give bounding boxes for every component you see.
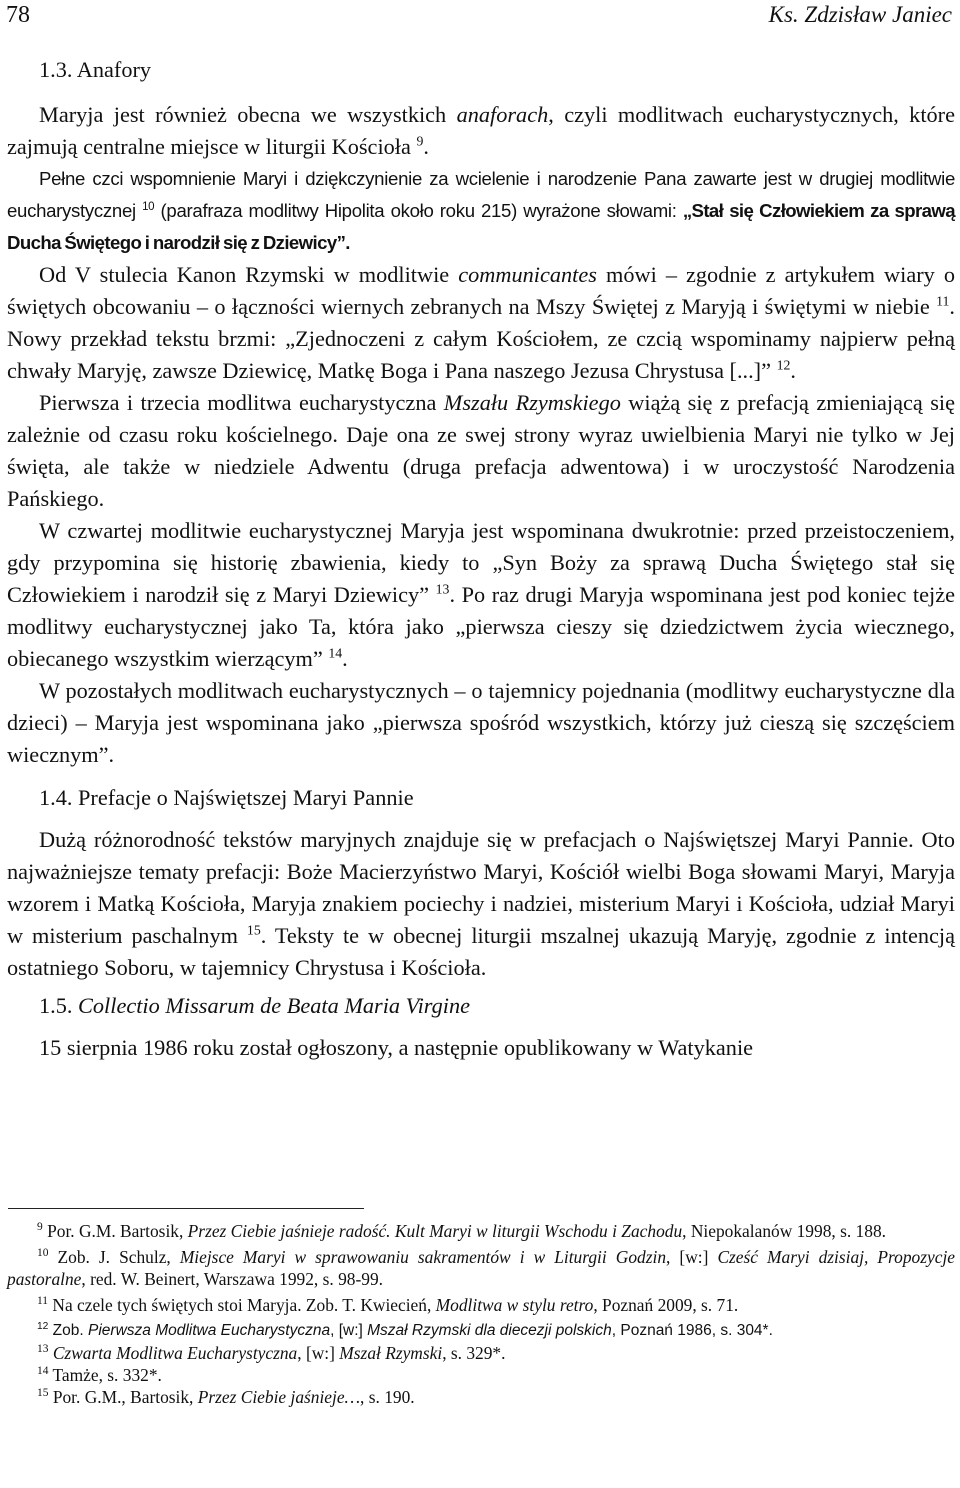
footnote-ref[interactable]: 14 — [328, 645, 343, 661]
footnote-ref[interactable]: 13 — [435, 581, 450, 597]
paragraph: W pozostałych modlitwach eucharystycznych – o tajemnicy pojednania (modlitwy eucharystyczne dla dzieci) – Maryja jest wspominana jako „pierwsza spośród wszystkich, którzy już cieszą się szczęściem wiecznym”. — [7, 678, 955, 767]
section-heading: 1.4. Prefacje o Najświętszej Maryi Pannie — [39, 785, 414, 810]
paragraph: Pierwsza i trzecia modlitwa eucharystyczna Mszału Rzymskiego wiążą się z prefacją zmieniającą się zależnie od czasu roku kościelnego. Daje ona ze swej strony wyraz uwielbienia Maryi nie tylko w Jej święta, ale także w niedziele Adwentu (druga prefacja adwentowa) i w uroczystość Narodzenia Pańskiego. — [7, 390, 955, 511]
footnote: $^{12}$ Zob. Pierwsza Modlitwa Eucharystyczna, [w:] Mszał Rzymski dla diecezji polskich, Poznań 1986, s. 304*. — [37, 1320, 773, 1339]
paragraph: Pełne czci wspomnienie Maryi i dziękczynienie za wcielenie i narodzenie Pana zawarte jest w drugiej modlitwie eucharystycznej $^{10}$ (parafraza modlitwy Hipolita około roku 215) wyrażone słowami: „Stał się Człowiekiem za sprawą Ducha Świętego i narodził się z Dziewicy”. — [7, 168, 955, 253]
footnote-ref[interactable]: 15 — [246, 922, 261, 938]
footnote-ref[interactable]: 9 — [416, 133, 424, 149]
paragraph: 15 sierpnia 1986 roku został ogłoszony, a następnie opublikowany w Watykanie — [39, 1035, 754, 1060]
footnote-divider — [8, 1208, 364, 1209]
footnote: $^{14}$ Tamże, s. 332*. — [37, 1365, 162, 1385]
paragraph: Od V stulecia Kanon Rzymski w modlitwie communicantes mówi – zgodnie z artykułem wiary o świętych obcowaniu – o łączności wiernych zebranych na Mszy Świętej z Maryją i świętymi w niebie $^{11}$. Nowy przekład tekstu brzmi: „Zjednoczeni z całym Kościołem, ze czcią wspominamy najpierw pełną chwały Maryję, zawsze Dziewicę, Matkę Boga i Pana naszego Jezusa Chrystusa [...]” $^{12}$. — [7, 262, 955, 383]
footnote-ref[interactable]: 12 — [776, 357, 791, 373]
footnote: $^{15}$ Por. G.M., Bartosik, Przez Ciebie jaśnieje…, s. 190. — [37, 1387, 415, 1407]
footnote: $^{13}$ Czwarta Modlitwa Eucharystyczna, [w:] Mszał Rzymski, s. 329*. — [37, 1343, 506, 1363]
running-header-author: Ks. Zdzisław Janiec — [768, 2, 952, 27]
page-number: 78 — [6, 2, 30, 28]
section-heading: 1.5. Collectio Missarum de Beata Maria Virgine — [39, 993, 471, 1018]
footnote-ref[interactable]: 10 — [142, 200, 155, 213]
footnote-ref[interactable]: 11 — [936, 293, 950, 309]
section-heading: 1.3. Anafory — [39, 57, 152, 82]
main-text — [7, 54, 955, 1064]
paragraph: Maryja jest również obecna we wszystkich anaforach, czyli modlitwach eucharystycznych, które zajmują centralne miejsce w liturgii Kościoła $^9$. — [7, 102, 955, 159]
paragraph: W czwartej modlitwie eucharystycznej Maryja jest wspominana dwukrotnie: przed przeistoczeniem, gdy przypomina się historię zbawienia, kiedy to „Syn Boży za sprawą Ducha Świętego stał się Człowiekiem i narodził się z Maryi Dziewicy” $^{13}$. Po raz drugi Maryja wspominana jest pod koniec tejże modlitwy eucharystycznej jako Ta, która jako „pierwsza cieszy się dziedzictwem życia wiecznego, obiecanego wszystkim wierzącym” $^{14}$. — [7, 518, 955, 671]
paragraph: Dużą różnorodność tekstów maryjnych znajduje się w prefacjach o Najświętszej Maryi Pannie. Oto najważniejsze tematy prefacji: Boże Macierzyństwo Maryi, Kościół wielbi Boga słowami Maryi, Maryja wzorem i Matką Kościoła, Maryja znakiem pociechy i nadziei, misterium Maryi i Kościoła, udział Maryi w misterium paschalnym $^{15}$. Teksty te w obecnej liturgii mszalnej ukazują Maryję, zgodnie z intencją ostatniego Soboru, w tajemnicy Chrystusa i Kościoła. — [7, 827, 955, 980]
footnotes — [7, 1220, 955, 1408]
footnote: $^{10}$ Zob. J. Schulz, Miejsce Maryi w sprawowaniu sakramentów i w Liturgii Godzin, [w:] Cześć Maryi dzisiaj, Propozycje pastoralne, red. W. Beinert, Warszawa 1992, s. 98-99. — [7, 1247, 955, 1289]
footnote: $^9$ Por. G.M. Bartosik, Przez Ciebie jaśnieje radość. Kult Maryi w liturgii Wschodu i Zachodu, Niepokalanów 1998, s. 188. — [37, 1221, 886, 1241]
footnote: $^{11}$ Na czele tych świętych stoi Maryja. Zob. T. Kwiecień, Modlitwa w stylu retro, Poznań 2009, s. 71. — [37, 1295, 739, 1315]
